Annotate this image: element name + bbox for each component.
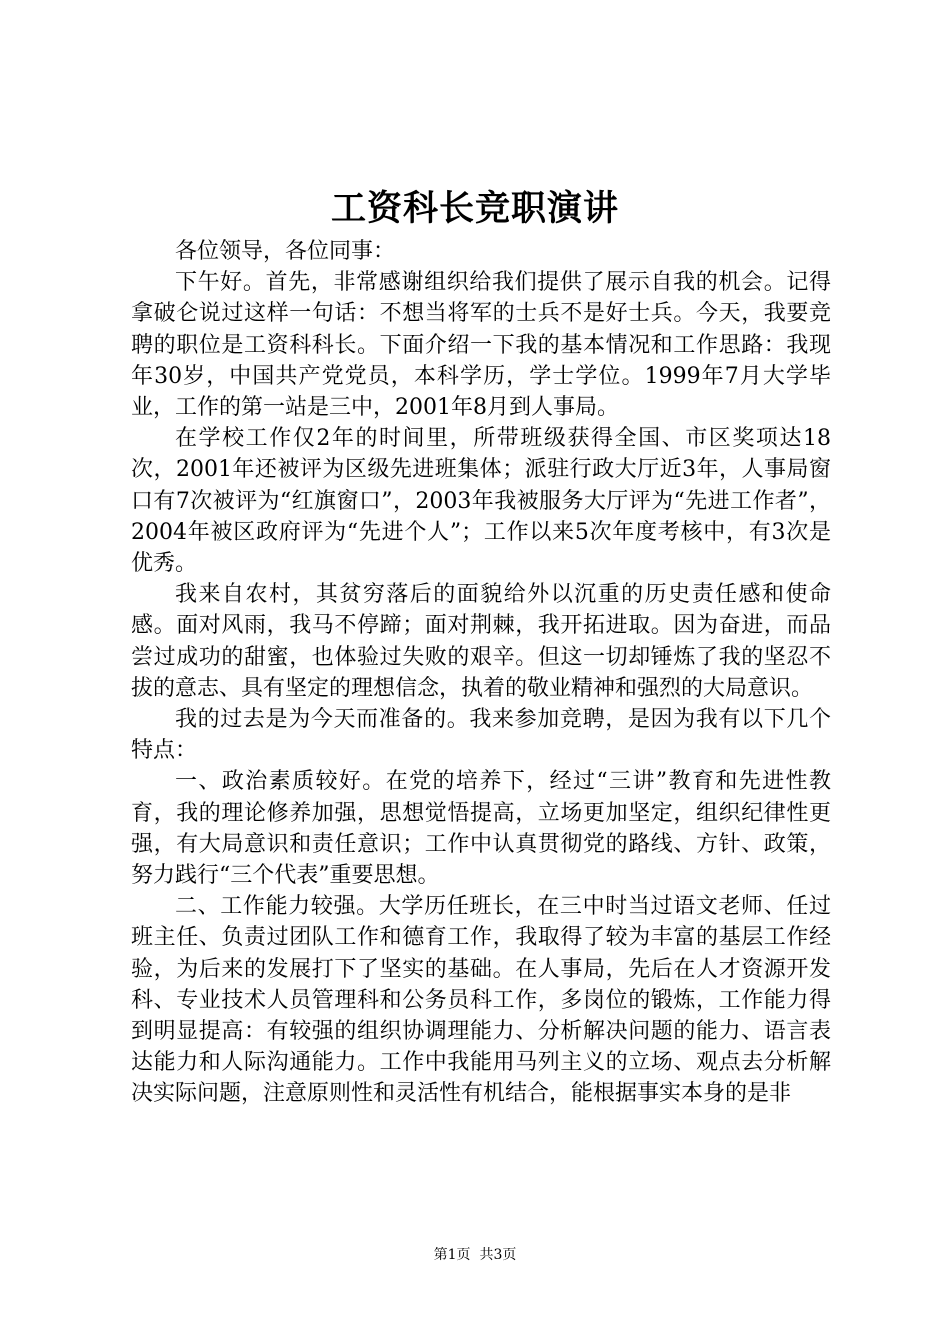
- paragraph-background: 我来自农村，其贫穷落后的面貌给外以沉重的历史责任感和使命感。面对风雨，我马不停蹄；面对荆棘，我开拓进取。因为奋进，而品尝过成功的甜蜜，也体验过失败的艰辛。但这一切却锤炼了我的坚忍不拔的意志、具有坚定的理想信念，执着的敬业精神和强烈的大局意识。: [131, 582, 831, 701]
- paragraph-introduction: 下午好。首先，非常感谢组织给我们提供了展示自我的机会。记得拿破仑说过这样一句话：不想当将军的士兵不是好士兵。今天，我要竞聘的职位是工资科科长。下面介绍一下我的基本情况和工作思路：我现年30岁，中国共产党党员，本科学历，学士学位。1999年7月大学毕业，工作的第一站是三中，2001年8月到人事局。: [131, 270, 831, 421]
- paragraph-salutation: 各位领导，各位同事：: [175, 239, 396, 264]
- paragraph-work-ability: 二、工作能力较强。大学历任班长，在三中时当过语文老师、任过班主任、负责过团队工作和德育工作，我取得了较为丰富的基层工作经验，为后来的发展打下了坚实的基础。在人事局，先后在人才资源开发科、专业技术人员管理科和公务员科工作，多岗位的锻炼，工作能力得到明显提高：有较强的组织协调理能力、分析解决问题的能力、语言表达能力和人际沟通能力。工作中我能用马列主义的立场、观点去分析解决实际问题，注意原则性和灵活性有机结合，能根据事实本身的是非: [131, 894, 831, 1107]
- paragraph-achievements: 在学校工作仅2年的时间里，所带班级获得全国、市区奖项达18次，2001年还被评为区级先进班集体；派驻行政大厅近3年，人事局窗口有7次被评为“红旗窗口”，2003年我被服务大厅评为“先进工作者”，2004年被区政府评为“先进个人”；工作以来5次年度考核中，有3次是优秀。: [131, 426, 831, 577]
- paragraph-political-quality: 一、政治素质较好。在党的培养下，经过“三讲”教育和先进性教育，我的理论修养加强，思想觉悟提高，立场更加坚定，组织纪律性更强，有大局意识和责任意识；工作中认真贯彻党的路线、方针、政策，努力践行“三个代表”重要思想。: [131, 769, 831, 889]
- page-total: 共3页: [479, 1247, 517, 1263]
- page-footer: [0, 1245, 950, 1265]
- document-body: [131, 236, 831, 1110]
- document-title: 工资科长竞职演讲: [330, 188, 619, 229]
- page-number: 第1页: [433, 1247, 471, 1263]
- paragraph-transition: 我的过去是为今天而准备的。我来参加竞聘，是因为我有以下几个特点：: [131, 707, 831, 764]
